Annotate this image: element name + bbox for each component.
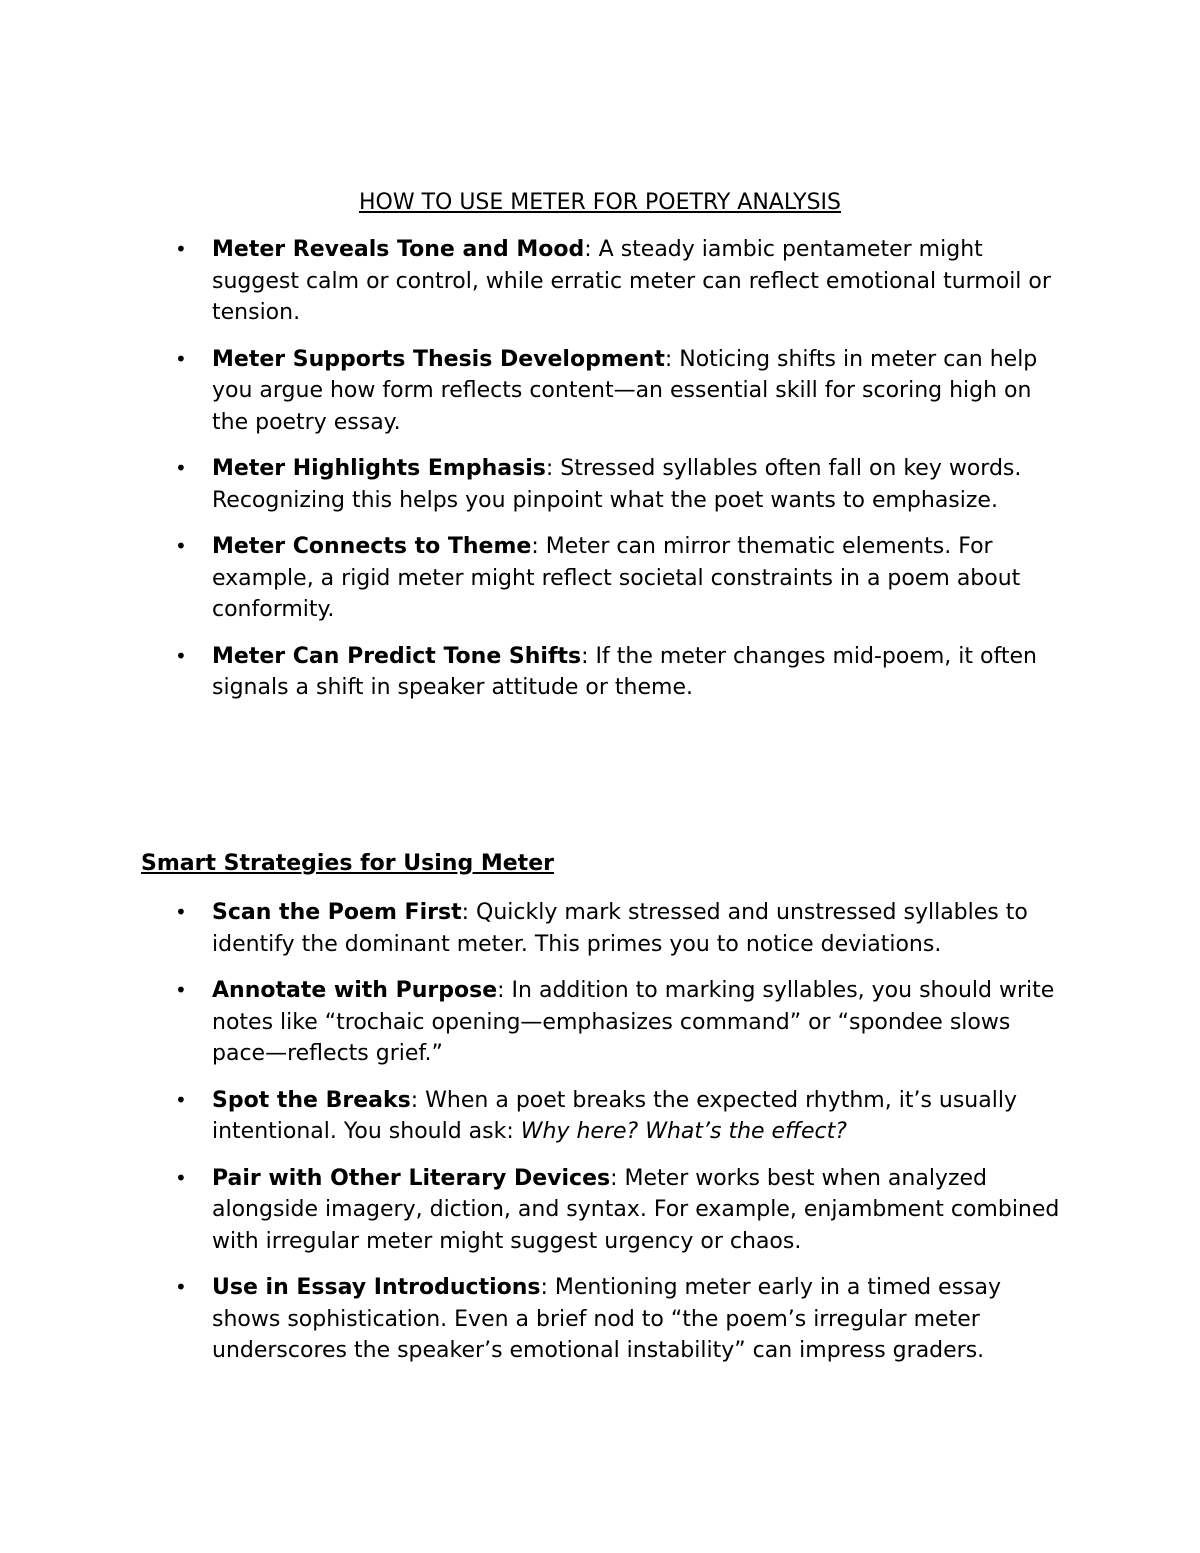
item-text: : In addition to marking syllables, you should write notes like “trochaic opening—emphasizes command” or “spondee slows pace—reflects grief.” — [212, 978, 1055, 1066]
item-term: Meter Highlights Emphasis — [212, 456, 546, 481]
list-item — [0, 1163, 1067, 1258]
list-item — [0, 453, 1067, 516]
item-text: : Stressed syllables often fall on key words. Recognizing this helps you pinpoint what the poet wants to emphasize. — [212, 456, 1022, 513]
bullet-icon: • — [175, 978, 187, 1002]
item-term: Annotate with Purpose — [212, 978, 498, 1003]
item-text: : Mentioning meter early in a timed essay shows sophistication. Even a brief nod to “the poem’s irregular meter underscores the speaker’s emotional instability” can impress graders. — [212, 1275, 1002, 1363]
list-item — [0, 975, 1067, 1070]
list-item — [0, 1272, 1067, 1367]
item-term: Use in Essay Introductions — [212, 1275, 541, 1300]
list-item — [0, 641, 1067, 704]
item-text: : Noticing shifts in meter can help you argue how form reflects content—an essential skill for scoring high on the poetry essay. — [212, 346, 1038, 435]
item-term: Meter Can Predict Tone Shifts — [212, 643, 582, 669]
list-item — [0, 234, 1067, 329]
section-heading: Smart Strategies for Using Meter — [141, 851, 554, 876]
meter-analysis-list — [0, 234, 1200, 719]
bullet-icon: • — [175, 534, 187, 558]
item-term: Pair with Other Literary Devices — [212, 1165, 611, 1191]
bullet-icon: • — [175, 237, 187, 261]
item-term: Meter Reveals Tone and Mood — [212, 237, 585, 262]
list-item — [0, 897, 1067, 960]
bullet-icon: • — [175, 900, 187, 924]
item-term: Scan the Poem First — [212, 900, 462, 925]
bullet-icon: • — [175, 1275, 187, 1299]
item-term: Meter Supports Thesis Development — [212, 346, 665, 372]
item-text: : If the meter changes mid-poem, it often signals a shift in speaker attitude or theme. — [212, 643, 1037, 700]
list-item — [0, 344, 1067, 439]
bullet-icon: • — [175, 643, 187, 668]
list-item — [0, 531, 1067, 626]
list-item — [0, 1085, 1067, 1148]
bullet-icon: • — [175, 346, 187, 371]
bullet-icon: • — [175, 1165, 187, 1190]
item-term: Meter Connects to Theme — [212, 534, 532, 559]
item-text: : Meter works best when analyzed alongside imagery, diction, and syntax. For example, enjambment combined with irregular meter might suggest urgency or chaos. — [212, 1165, 1060, 1254]
item-emphasis: Why here? What’s the effect? — [520, 1119, 847, 1144]
item-text: : Quickly mark stressed and unstressed syllables to identify the dominant meter. This primes you to notice deviations. — [212, 900, 1028, 957]
bullet-icon: • — [175, 1087, 187, 1112]
document-title: HOW TO USE METER FOR POETRY ANALYSIS — [358, 190, 842, 215]
bullet-icon: • — [175, 456, 187, 480]
strategies-list — [0, 897, 1200, 1382]
item-text: : A steady iambic pentameter might suggest calm or control, while erratic meter can reflect emotional turmoil or tension. — [212, 237, 1051, 325]
item-text: : Meter can mirror thematic elements. For example, a rigid meter might reflect societal constraints in a poem about conformity. — [212, 534, 1021, 622]
item-term: Spot the Breaks — [212, 1087, 411, 1113]
item-text: : When a poet breaks the expected rhythm, it’s usually intentional. You should ask: — [212, 1087, 1017, 1144]
